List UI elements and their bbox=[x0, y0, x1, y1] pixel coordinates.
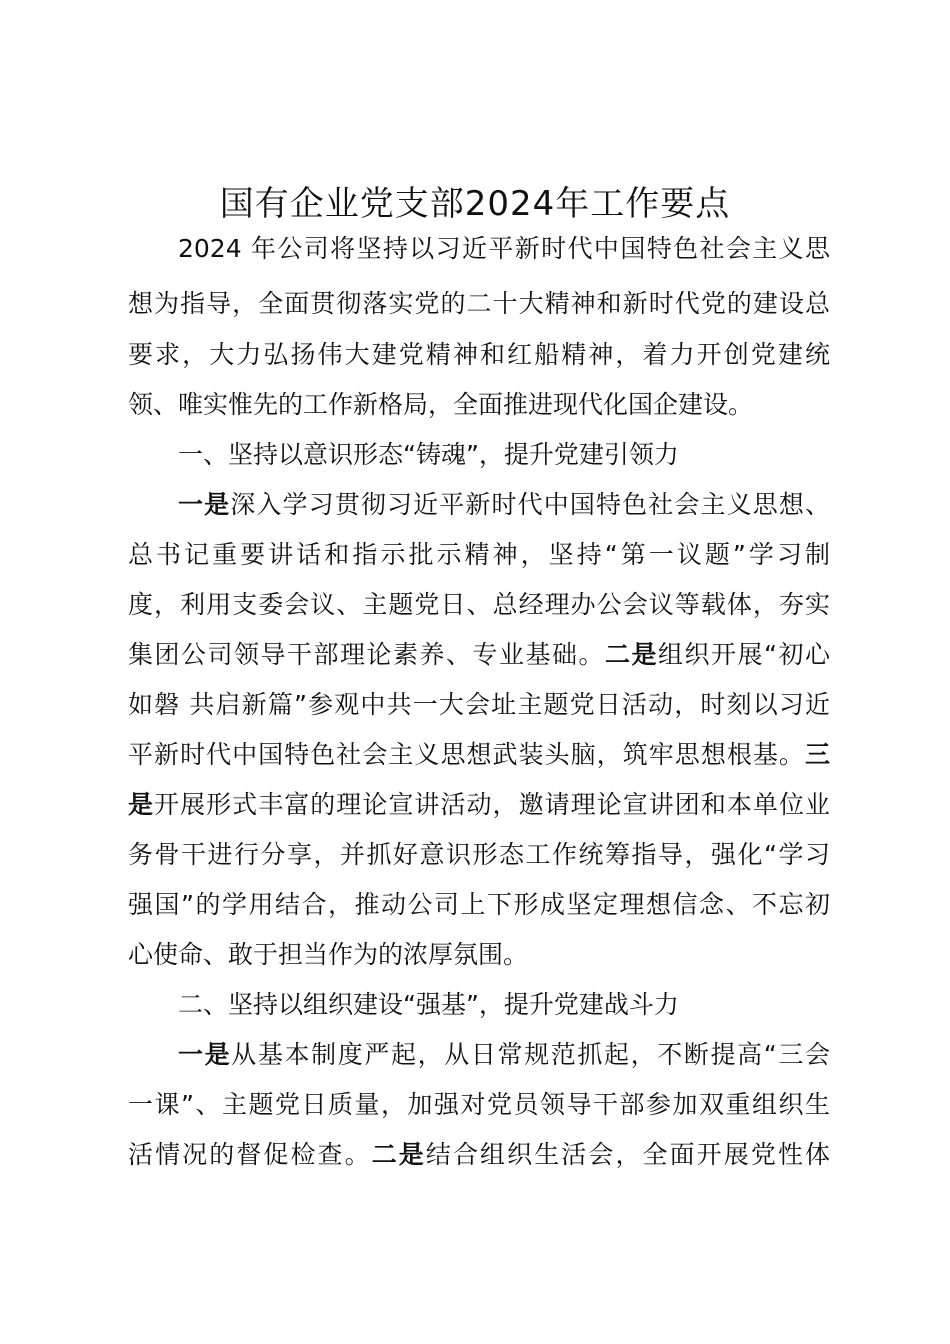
line-text: 集团公司领导干部理论素养、专业基础。 bbox=[128, 640, 606, 669]
text-line bbox=[128, 930, 830, 980]
section-heading bbox=[178, 980, 830, 1030]
line-text: 平新时代中国特色社会主义思想武装头脑，筑牢思想根基。 bbox=[128, 740, 805, 769]
line-text: 心使命、敢于担当作为的浓厚氛围。 bbox=[128, 940, 529, 969]
text-line bbox=[128, 830, 830, 880]
line-text: 领、唯实惟先的工作新格局，全面推进现代化国企建设。 bbox=[128, 390, 754, 419]
line-text: 活情况的督促检查。 bbox=[128, 1140, 372, 1169]
line-text: 想为指导，全面贯彻落实党的二十大精神和新时代党的建设总 bbox=[128, 289, 830, 318]
text-line bbox=[128, 680, 830, 730]
text-line bbox=[178, 480, 830, 530]
heading-text: 一、坚持以意识形态“铸魂”，提升党建引领力 bbox=[178, 440, 679, 469]
emphasis-text: 二是 bbox=[605, 640, 659, 669]
line-text: 要求，大力弘扬伟大建党精神和红船精神，着力开创党建统 bbox=[128, 340, 830, 369]
emphasis-text: 三 bbox=[804, 740, 830, 769]
line-text: 从基本制度严起，从日常规范抓起，不断提高“三会 bbox=[231, 1040, 830, 1069]
text-line bbox=[128, 780, 830, 830]
emphasis-text: 二是 bbox=[371, 1140, 426, 1169]
heading-text: 二、坚持以组织建设“强基”，提升党建战斗力 bbox=[178, 990, 679, 1019]
emphasis-text: 一是 bbox=[178, 490, 231, 519]
text-line bbox=[178, 1030, 830, 1080]
text-line bbox=[128, 1080, 830, 1130]
line-text: 一课”、主题党日质量，加强对党员领导干部参加双重组织生 bbox=[128, 1090, 830, 1119]
section-heading bbox=[178, 430, 830, 480]
emphasis-text: 一是 bbox=[178, 1040, 232, 1069]
text-line bbox=[128, 580, 830, 630]
line-text: 2024 年公司将坚持以习近平新时代中国特色社会主义思 bbox=[178, 234, 830, 263]
text-line bbox=[128, 880, 830, 930]
line-text: 度，利用支委会议、主题党日、总经理办公会议等载体，夯实 bbox=[128, 590, 830, 619]
text-line bbox=[128, 380, 830, 430]
line-text: 务骨干进行分享，并抓好意识形态工作统筹指导，强化“学习 bbox=[128, 840, 830, 869]
text-line bbox=[128, 630, 830, 680]
document-title: 国有企业党支部2024年工作要点 bbox=[219, 184, 731, 224]
text-line bbox=[128, 279, 830, 329]
text-line bbox=[128, 330, 830, 380]
line-text: 强国”的学用结合，推动公司上下形成坚定理想信念、不忘初 bbox=[128, 890, 830, 919]
text-line bbox=[178, 224, 830, 274]
line-text: 组织开展“初心 bbox=[658, 640, 830, 669]
text-line bbox=[128, 730, 830, 780]
text-line bbox=[128, 530, 830, 580]
text-line bbox=[128, 1130, 830, 1180]
line-text: 开展形式丰富的理论宣讲活动，邀请理论宣讲团和本单位业 bbox=[154, 790, 830, 819]
emphasis-text: 是 bbox=[128, 790, 155, 819]
line-text: 如磐 共启新篇”参观中共一大会址主题党日活动，时刻以习近 bbox=[128, 690, 830, 719]
line-text: 深入学习贯彻习近平新时代中国特色社会主义思想、 bbox=[230, 490, 830, 519]
line-text: 总书记重要讲话和指示批示精神，坚持“第一议题”学习制 bbox=[128, 540, 830, 569]
line-text: 结合组织生活会，全面开展党性体 bbox=[425, 1140, 830, 1169]
